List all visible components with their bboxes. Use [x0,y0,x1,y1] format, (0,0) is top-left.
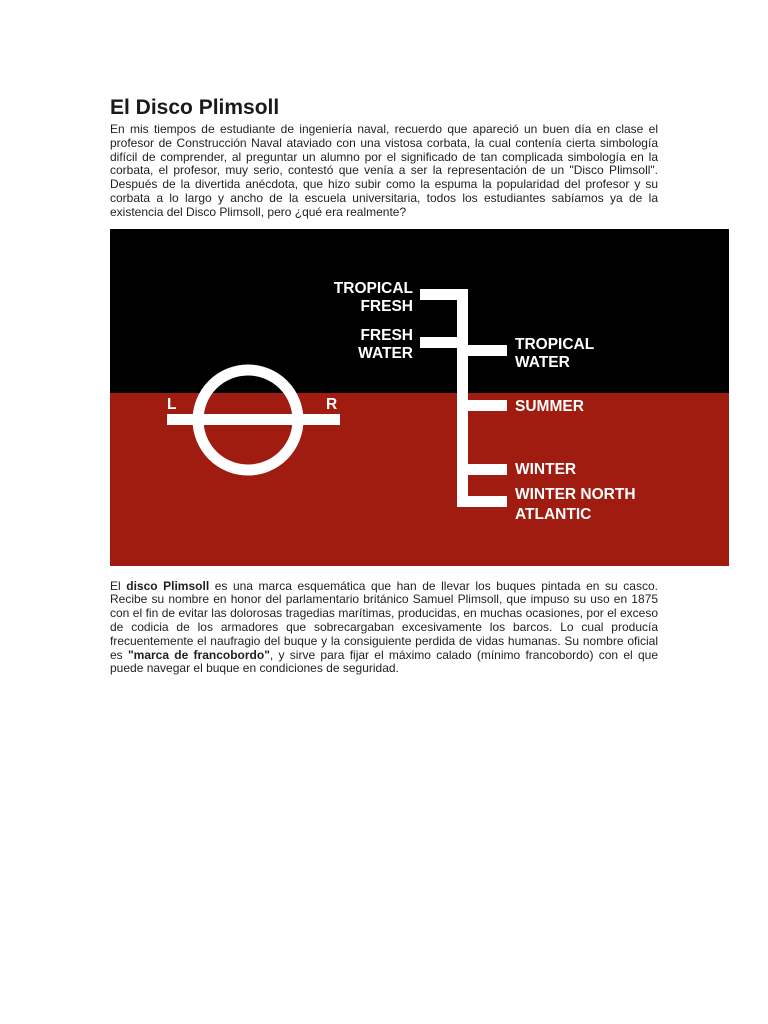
plimsoll-diagram [110,229,729,566]
disc-load-line [167,414,340,425]
intro-paragraph: En mis tiempos de estudiante de ingeniería naval, recuerdo que apareció un buen día en clase el profesor de Construcción Naval ataviado con una vistosa corbata, la cual contenía cierta simbología difícil de comprender, al preguntar un alumno por el significado de tan complicada simbología en la corbata, el profesor, muy serio, contestó que venía a ser la representación de un "Disco Plimsoll". Después de la divertida anécdota, que hizo subir como la espuma la popularidad del profesor y su corbata a lo largo y ancho de la escuela universitaria, todos los estudiantes sabíamos ya de la existencia del Disco Plimsoll, pero ¿qué era realmente? [110,122,658,219]
label-fresh-water-1: FRESH [360,326,413,344]
label-tropical-water-1: TROPICAL [515,335,595,353]
page-title: El Disco Plimsoll [110,96,280,119]
mark-tropical-water [457,345,507,356]
label-winter: WINTER [515,460,577,478]
term-disco-plimsoll: disco Plimsoll [126,578,210,593]
mark-winter [457,464,507,475]
mark-winter-north-atlantic [457,496,507,507]
label-fresh-water-2: WATER [358,344,413,362]
label-tropical-water-2: WATER [515,353,570,371]
label-winter-north-atlantic-2: ATLANTIC [515,505,592,523]
mark-summer [457,400,507,411]
body-paragraph [110,580,658,677]
body-text-1: El [110,578,127,593]
article [110,94,658,676]
disc-label-left: L [167,395,177,413]
term-marca-francobordo: "marca de francobordo" [127,647,270,662]
body-text-3: , y sirve para fijar el máximo calado (mínimo francobordo) con el que puede navegar el buque en condiciones de seguridad. [110,647,659,676]
label-winter-north-atlantic-1: WINTER NORTH [515,485,636,503]
label-tropical-fresh-2: FRESH [360,297,413,315]
label-tropical-fresh-1: TROPICAL [333,279,413,297]
sky-band [110,229,729,393]
mark-tropical-fresh [420,289,468,300]
disc-label-right: R [326,395,338,413]
label-summer: SUMMER [515,397,584,415]
body-text-2: es una marca esquemática que han de llevar los buques pintada en su casco. Recibe su nombre en honor del parlamentario británico Samuel Plimsoll, que impuso su uso en 1875 con el fin de evitar las dolorosas tragedias marítimas, producidas, en muchas ocasiones, por el exceso de codicia de los armadores que sobrecargaban excesivamente los barcos. Lo cual producía frecuentemente el naufragio del buque y la consiguiente perdida de vidas humanas. Su nombre oficial es [110,578,658,662]
plimsoll-figure [110,229,729,566]
